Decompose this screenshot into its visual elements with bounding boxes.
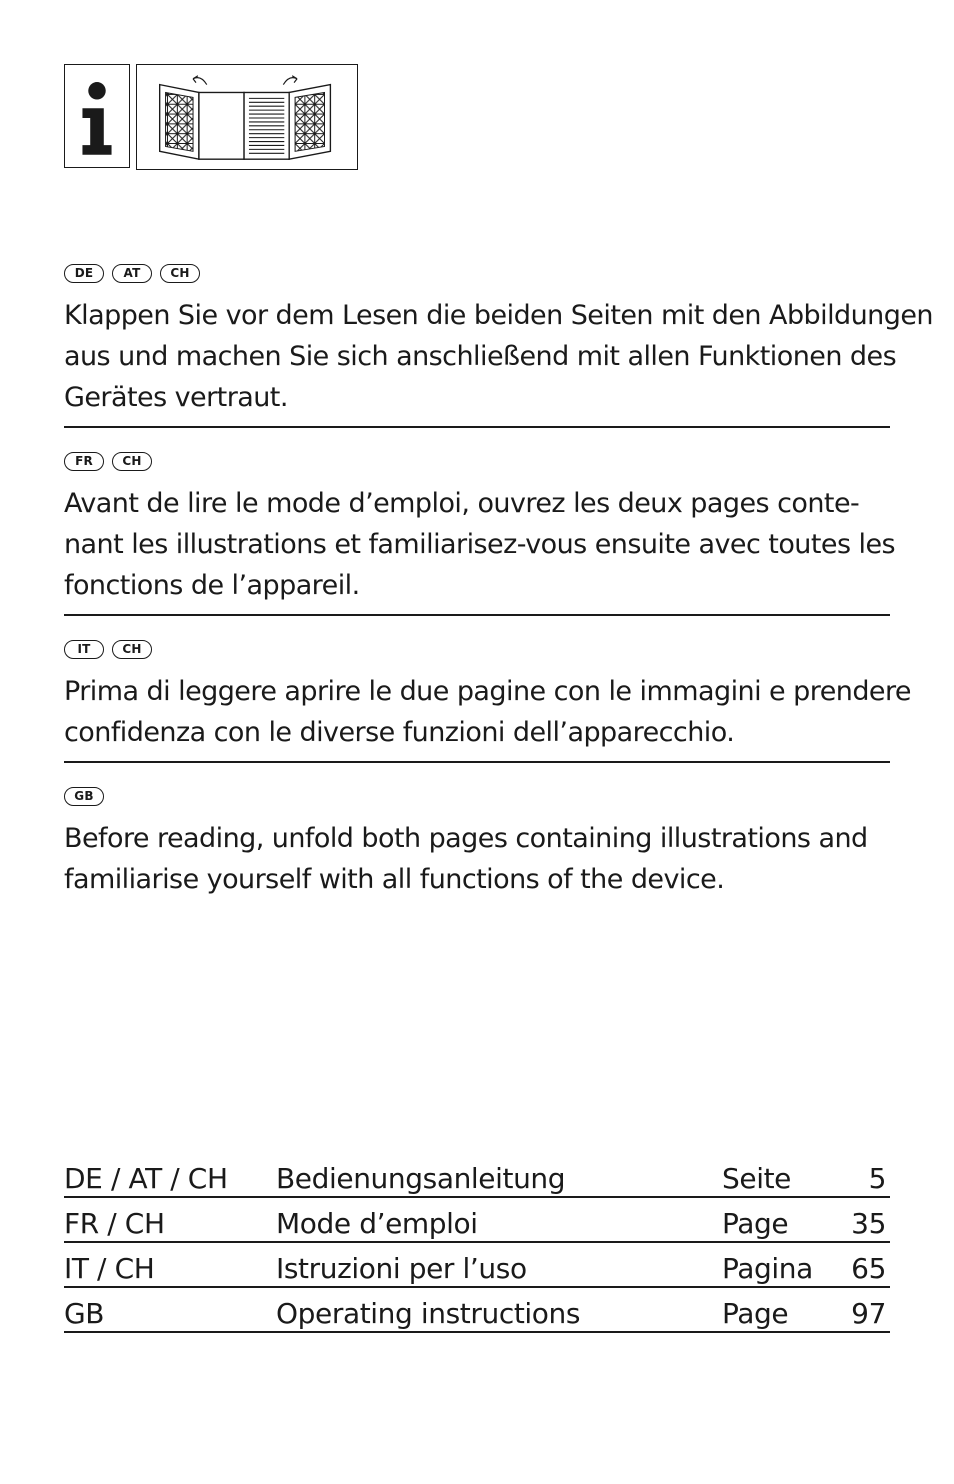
toc-page-word: Page — [722, 1207, 789, 1240]
toc-page-number: 5 — [868, 1162, 886, 1195]
table-row — [64, 1155, 890, 1198]
country-badges — [64, 262, 890, 284]
instruction-text-gb: Before reading, unfold both pages containing illustrations and familiarise yourself with all functions of the device. — [64, 823, 868, 895]
country-badges — [64, 638, 890, 660]
country-badge-fr: FR — [64, 452, 104, 471]
country-badge-de: DE — [64, 264, 104, 283]
section-gb — [64, 785, 890, 908]
country-badge-it: IT — [64, 640, 104, 659]
toc-page-word: Page — [722, 1297, 789, 1330]
toc-language: GB — [64, 1297, 105, 1330]
instruction-text-fr: Avant de lire le mode d’emploi, ouvrez les deux pages conte- nant les illustrations et familiarisez-vous ensuite avec toutes les fonctions de l’appareil. — [64, 488, 896, 601]
country-badge-at: AT — [112, 264, 152, 283]
toc-page-number: 65 — [851, 1252, 886, 1285]
section-fr-ch — [64, 450, 896, 616]
table-of-contents — [64, 1155, 890, 1333]
toc-page-number: 35 — [851, 1207, 886, 1240]
toc-language: FR / CH — [64, 1207, 165, 1240]
country-badge-ch: CH — [160, 264, 200, 283]
toc-page-number: 97 — [851, 1297, 886, 1330]
country-badge-gb: GB — [64, 787, 104, 806]
instruction-text-de: Klappen Sie vor dem Lesen die beiden Seiten mit den Abbildungen aus und machen Sie sich anschließend mit allen Funktionen des Gerätes vertraut. — [64, 300, 933, 413]
table-row — [64, 1288, 890, 1333]
country-badge-ch: CH — [112, 452, 152, 471]
table-row — [64, 1243, 890, 1288]
toc-page-word: Pagina — [722, 1252, 813, 1285]
info-icon — [64, 64, 130, 168]
toc-language: IT / CH — [64, 1252, 155, 1285]
toc-title: Istruzioni per l’uso — [276, 1252, 527, 1285]
section-it-ch — [64, 638, 911, 763]
fold-out-pages-icon — [136, 64, 358, 170]
toc-page-word: Seite — [722, 1162, 791, 1195]
table-row — [64, 1198, 890, 1243]
country-badges — [64, 785, 890, 807]
country-badges — [64, 450, 890, 472]
section-de-at-ch — [64, 262, 933, 428]
toc-title: Mode d’emploi — [276, 1207, 478, 1240]
country-badge-ch: CH — [112, 640, 152, 659]
toc-title: Operating instructions — [276, 1297, 581, 1330]
toc-language: DE / AT / CH — [64, 1162, 228, 1195]
instruction-text-it: Prima di leggere aprire le due pagine con le immagini e prendere confidenza con le diverse funzioni dell’apparecchio. — [64, 676, 911, 748]
toc-title: Bedienungsanleitung — [276, 1162, 566, 1195]
